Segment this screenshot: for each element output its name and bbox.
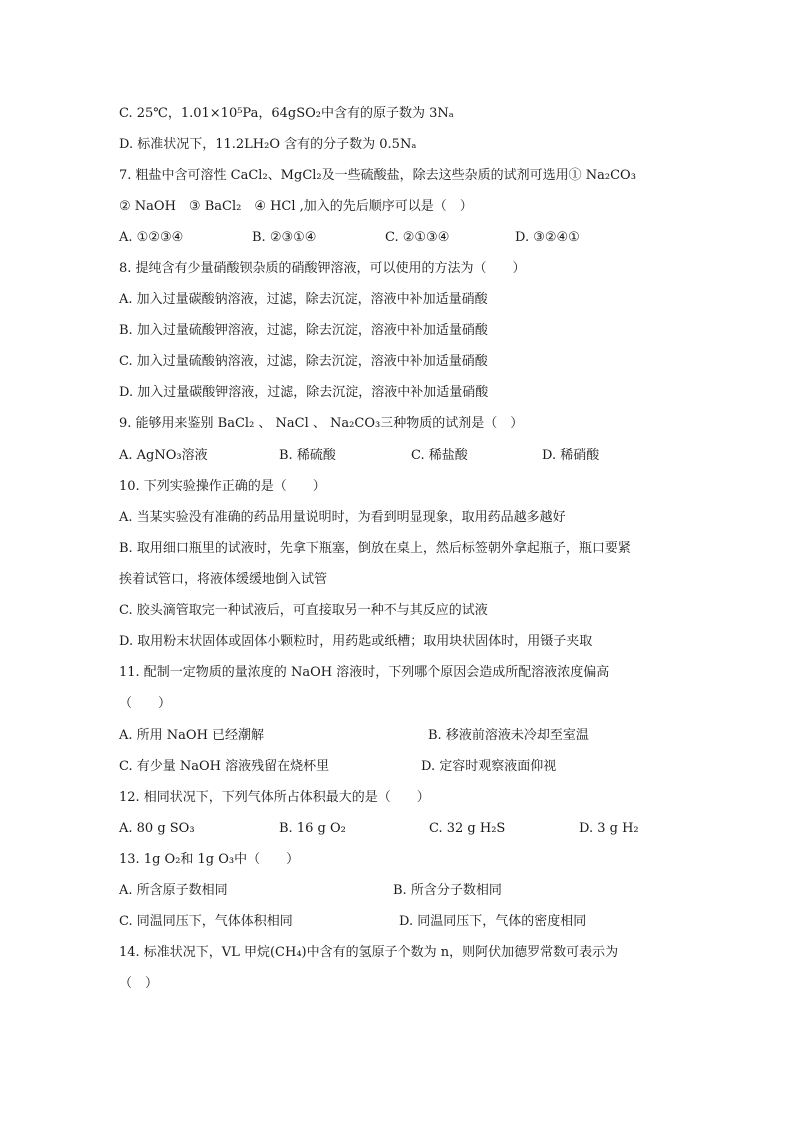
q10-option-b-line2: 挨着试管口，将液体缓缓地倒入试管 [119, 572, 328, 587]
q8-stem: 8. 提纯含有少量硝酸钡杂质的硝酸钾溶液，可以使用的方法为（ ） [119, 261, 526, 276]
q12-option-b: B. 16 g O₂ [279, 821, 346, 836]
q12-option-a: A. 80 g SO₃ [119, 821, 195, 836]
q9-option-b: B. 稀硫酸 [279, 448, 336, 463]
q11-option-d: D. 定容时观察液面仰视 [421, 759, 557, 774]
q7-stem-line1: 7. 粗盐中含可溶性 CaCl₂、MgCl₂及一些硫酸盐，除去这些杂质的试剂可选用① Na₂CO₃ [119, 168, 636, 183]
q11-option-c: C. 有少量 NaOH 溶液残留在烧杯里 [119, 759, 330, 774]
q10-stem: 10. 下列实验操作正确的是（ ） [119, 479, 326, 494]
q9-stem: 9. 能够用来鉴别 BaCl₂ 、 NaCl 、 Na₂CO₃三种物质的试剂是（ ） [119, 416, 524, 431]
q12-option-d: D. 3 g H₂ [579, 821, 639, 836]
q8-option-a: A. 加入过量碳酸钠溶液，过滤，除去沉淀，溶液中补加适量硝酸 [119, 292, 488, 307]
q7-stem-line2: ② NaOH ③ BaCl₂ ④ HCl ,加入的先后顺序可以是（ ） [119, 199, 473, 214]
q11-option-a: A. 所用 NaOH 已经潮解 [119, 728, 265, 743]
q13-option-a: A. 所含原子数相同 [119, 883, 228, 898]
q10-option-d: D. 取用粉末状固体或固体小颗粒时，用药匙或纸槽；取用块状固体时，用镊子夹取 [119, 634, 593, 649]
q10-option-c: C. 胶头滴管取完一种试液后，可直接取另一种不与其反应的试液 [119, 603, 488, 618]
q8-option-d: D. 加入过量碳酸钾溶液，过滤，除去沉淀，溶液中补加适量硝酸 [119, 385, 489, 400]
q12-option-c: C. 32 g H₂S [429, 821, 506, 836]
q8-option-b: B. 加入过量硫酸钾溶液，过滤，除去沉淀，溶液中补加适量硝酸 [119, 323, 488, 338]
q7-option-a: A. ①②③④ [119, 230, 184, 245]
q6-option-d: D. 标准状况下，11.2LH₂O 含有的分子数为 0.5Nₐ [119, 137, 417, 152]
q8-option-c: C. 加入过量硫酸钠溶液，过滤，除去沉淀，溶液中补加适量硝酸 [119, 354, 488, 369]
q7-option-b: B. ②③①④ [252, 230, 317, 245]
q7-option-d: D. ③②④① [515, 230, 580, 245]
q9-option-d: D. 稀硝酸 [542, 448, 600, 463]
q7-option-c: C. ②①③④ [385, 230, 450, 245]
q14-stem-line2: （ ） [119, 976, 159, 991]
q11-stem-line2: （ ） [119, 696, 172, 711]
q6-option-c: C. 25℃，1.01×10⁵Pa，64gSO₂中含有的原子数为 3Nₐ [119, 106, 454, 121]
q14-stem-line1: 14. 标准状况下，VL 甲烷(CH₄)中含有的氢原子个数为 n，则阿伏加德罗常数可表示为 [119, 945, 619, 960]
q10-option-a: A. 当某实验没有准确的药品用量说明时，为看到明显现象，取用药品越多越好 [119, 510, 566, 525]
q13-stem: 13. 1g O₂和 1g O₃中（ ） [119, 852, 300, 867]
q9-option-c: C. 稀盐酸 [411, 448, 468, 463]
q10-option-b-line1: B. 取用细口瓶里的试液时，先拿下瓶塞，倒放在桌上，然后标签朝外拿起瓶子，瓶口要紧 [119, 541, 631, 556]
q13-option-b: B. 所含分子数相同 [393, 883, 502, 898]
q13-option-c: C. 同温同压下，气体体积相同 [119, 914, 293, 929]
q13-option-d: D. 同温同压下，气体的密度相同 [399, 914, 587, 929]
q11-stem-line1: 11. 配制一定物质的量浓度的 NaOH 溶液时，下列哪个原因会造成所配溶液浓度偏高 [119, 665, 610, 680]
q12-stem: 12. 相同状况下，下列气体所占体积最大的是（ ） [119, 790, 430, 805]
q11-option-b: B. 移液前溶液未冷却至室温 [428, 728, 589, 743]
q9-option-a: A. AgNO₃溶液 [119, 448, 208, 463]
